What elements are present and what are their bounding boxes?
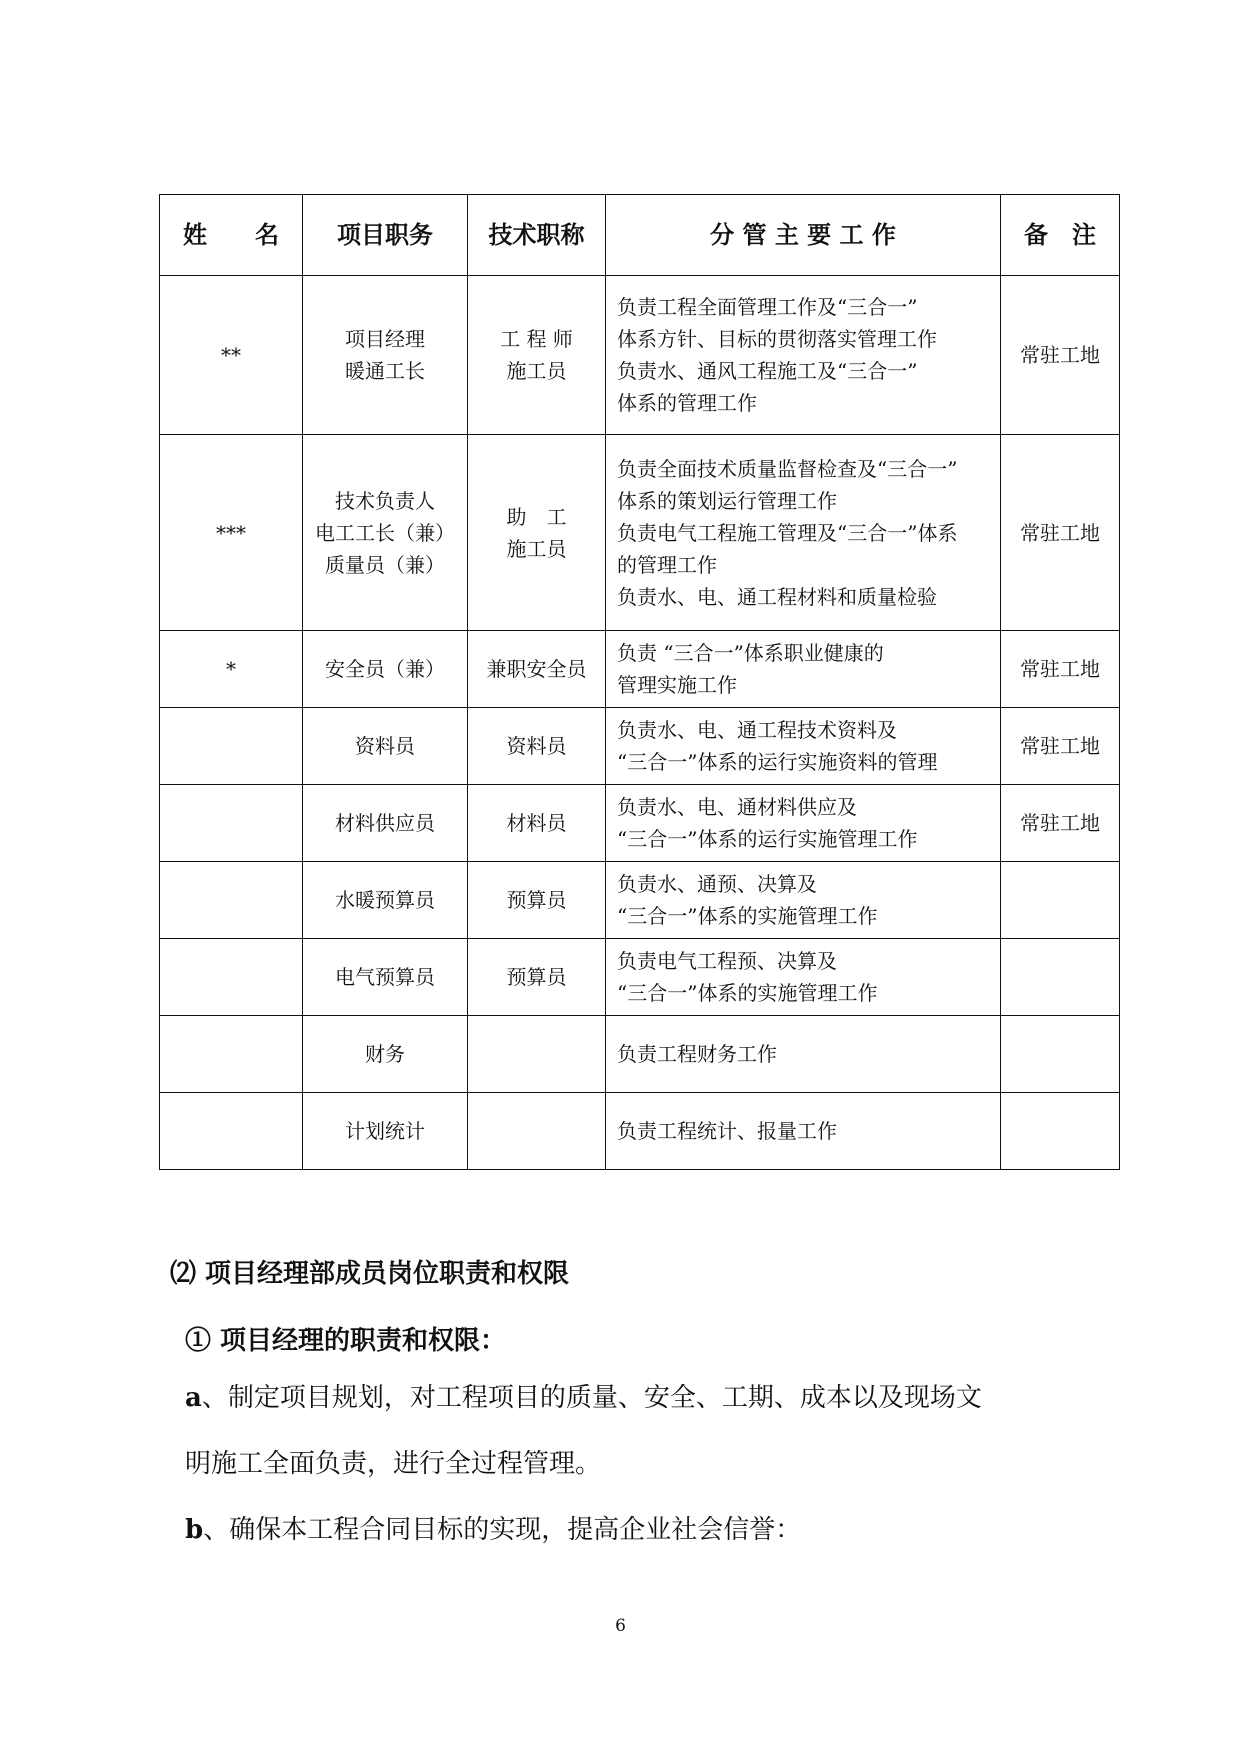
- cell-title: 预算员: [468, 862, 606, 939]
- cell-role: 安全员（兼）: [303, 631, 468, 708]
- paragraph-b: [185, 1510, 1085, 1550]
- sub-heading: ① 项目经理的职责和权限：: [185, 1326, 507, 1356]
- table-row: [160, 631, 1120, 708]
- table-body: [160, 276, 1120, 1170]
- cell-work: 负责水、通预、决算及 “三合一”体系的实施管理工作: [606, 862, 1001, 939]
- cell-name: [160, 862, 303, 939]
- cell-name: [160, 785, 303, 862]
- cell-role: 材料供应员: [303, 785, 468, 862]
- cell-role: 财务: [303, 1016, 468, 1093]
- cell-work: 负责水、电、通材料供应及 “三合一”体系的运行实施管理工作: [606, 785, 1001, 862]
- cell-note: [1001, 1093, 1120, 1170]
- table-row: [160, 1093, 1120, 1170]
- paragraph-marker: b: [185, 1515, 204, 1545]
- header-note: 备 注: [1001, 195, 1120, 276]
- cell-role: 电气预算员: [303, 939, 468, 1016]
- cell-title: [468, 1093, 606, 1170]
- header-work: 分 管 主 要 工 作: [606, 195, 1001, 276]
- table-row: [160, 1016, 1120, 1093]
- cell-title: 资料员: [468, 708, 606, 785]
- cell-note: [1001, 939, 1120, 1016]
- cell-name: [160, 939, 303, 1016]
- table-row: [160, 862, 1120, 939]
- cell-work: 负责电气工程预、决算及 “三合一”体系的实施管理工作: [606, 939, 1001, 1016]
- table-row: [160, 276, 1120, 435]
- cell-work: 负责水、电、通工程技术资料及 “三合一”体系的运行实施资料的管理: [606, 708, 1001, 785]
- cell-role: 水暖预算员: [303, 862, 468, 939]
- cell-work: 负责 “三合一”体系职业健康的 管理实施工作: [606, 631, 1001, 708]
- cell-work: 负责全面技术质量监督检查及“三合一” 体系的策划运行管理工作 负责电气工程施工管理及“三合一”体系 的管理工作 负责水、电、通工程材料和质量检验: [606, 435, 1001, 631]
- paragraph-a-cont: [185, 1444, 1085, 1484]
- cell-title: 助 工 施工员: [468, 435, 606, 631]
- cell-work: 负责工程财务工作: [606, 1016, 1001, 1093]
- cell-name: *: [160, 631, 303, 708]
- cell-role: 计划统计: [303, 1093, 468, 1170]
- cell-name: [160, 1016, 303, 1093]
- table-row: [160, 708, 1120, 785]
- cell-note: 常驻工地: [1001, 276, 1120, 435]
- cell-title: 材料员: [468, 785, 606, 862]
- cell-work: 负责工程全面管理工作及“三合一” 体系方针、目标的贯彻落实管理工作 负责水、通风工程施工及“三合一” 体系的管理工作: [606, 276, 1001, 435]
- table-header-row: [160, 195, 1120, 276]
- cell-name: [160, 708, 303, 785]
- paragraph-marker: a: [185, 1383, 202, 1413]
- cell-note: [1001, 1016, 1120, 1093]
- cell-note: 常驻工地: [1001, 708, 1120, 785]
- cell-note: 常驻工地: [1001, 631, 1120, 708]
- header-role: 项目职务: [303, 195, 468, 276]
- table-row: [160, 435, 1120, 631]
- header-title: 技术职称: [468, 195, 606, 276]
- cell-name: [160, 1093, 303, 1170]
- cell-title: 工 程 师 施工员: [468, 276, 606, 435]
- section-heading: ⑵ 项目经理部成员岗位职责和权限: [170, 1259, 570, 1289]
- cell-title: 兼职安全员: [468, 631, 606, 708]
- cell-note: [1001, 862, 1120, 939]
- header-name: 姓 名: [160, 195, 303, 276]
- table-row: [160, 939, 1120, 1016]
- cell-role: 项目经理 暖通工长: [303, 276, 468, 435]
- cell-role: 技术负责人 电工工长（兼） 质量员（兼）: [303, 435, 468, 631]
- paragraph-text: 、确保本工程合同目标的实现，提高企业社会信誉：: [203, 1515, 802, 1545]
- table-row: [160, 785, 1120, 862]
- cell-name: ***: [160, 435, 303, 631]
- cell-title: 预算员: [468, 939, 606, 1016]
- cell-work: 负责工程统计、报量工作: [606, 1093, 1001, 1170]
- cell-name: **: [160, 276, 303, 435]
- paragraph-a: [185, 1378, 1085, 1418]
- page-number: 6: [615, 1616, 626, 1636]
- cell-title: [468, 1016, 606, 1093]
- paragraph-text: 明施工全面负责，进行全过程管理。: [185, 1449, 602, 1479]
- cell-note: 常驻工地: [1001, 785, 1120, 862]
- staff-table: [159, 194, 1120, 1170]
- paragraph-text: 、制定项目规划，对工程项目的质量、安全、工期、成本以及现场文: [201, 1383, 982, 1413]
- cell-role: 资料员: [303, 708, 468, 785]
- cell-note: 常驻工地: [1001, 435, 1120, 631]
